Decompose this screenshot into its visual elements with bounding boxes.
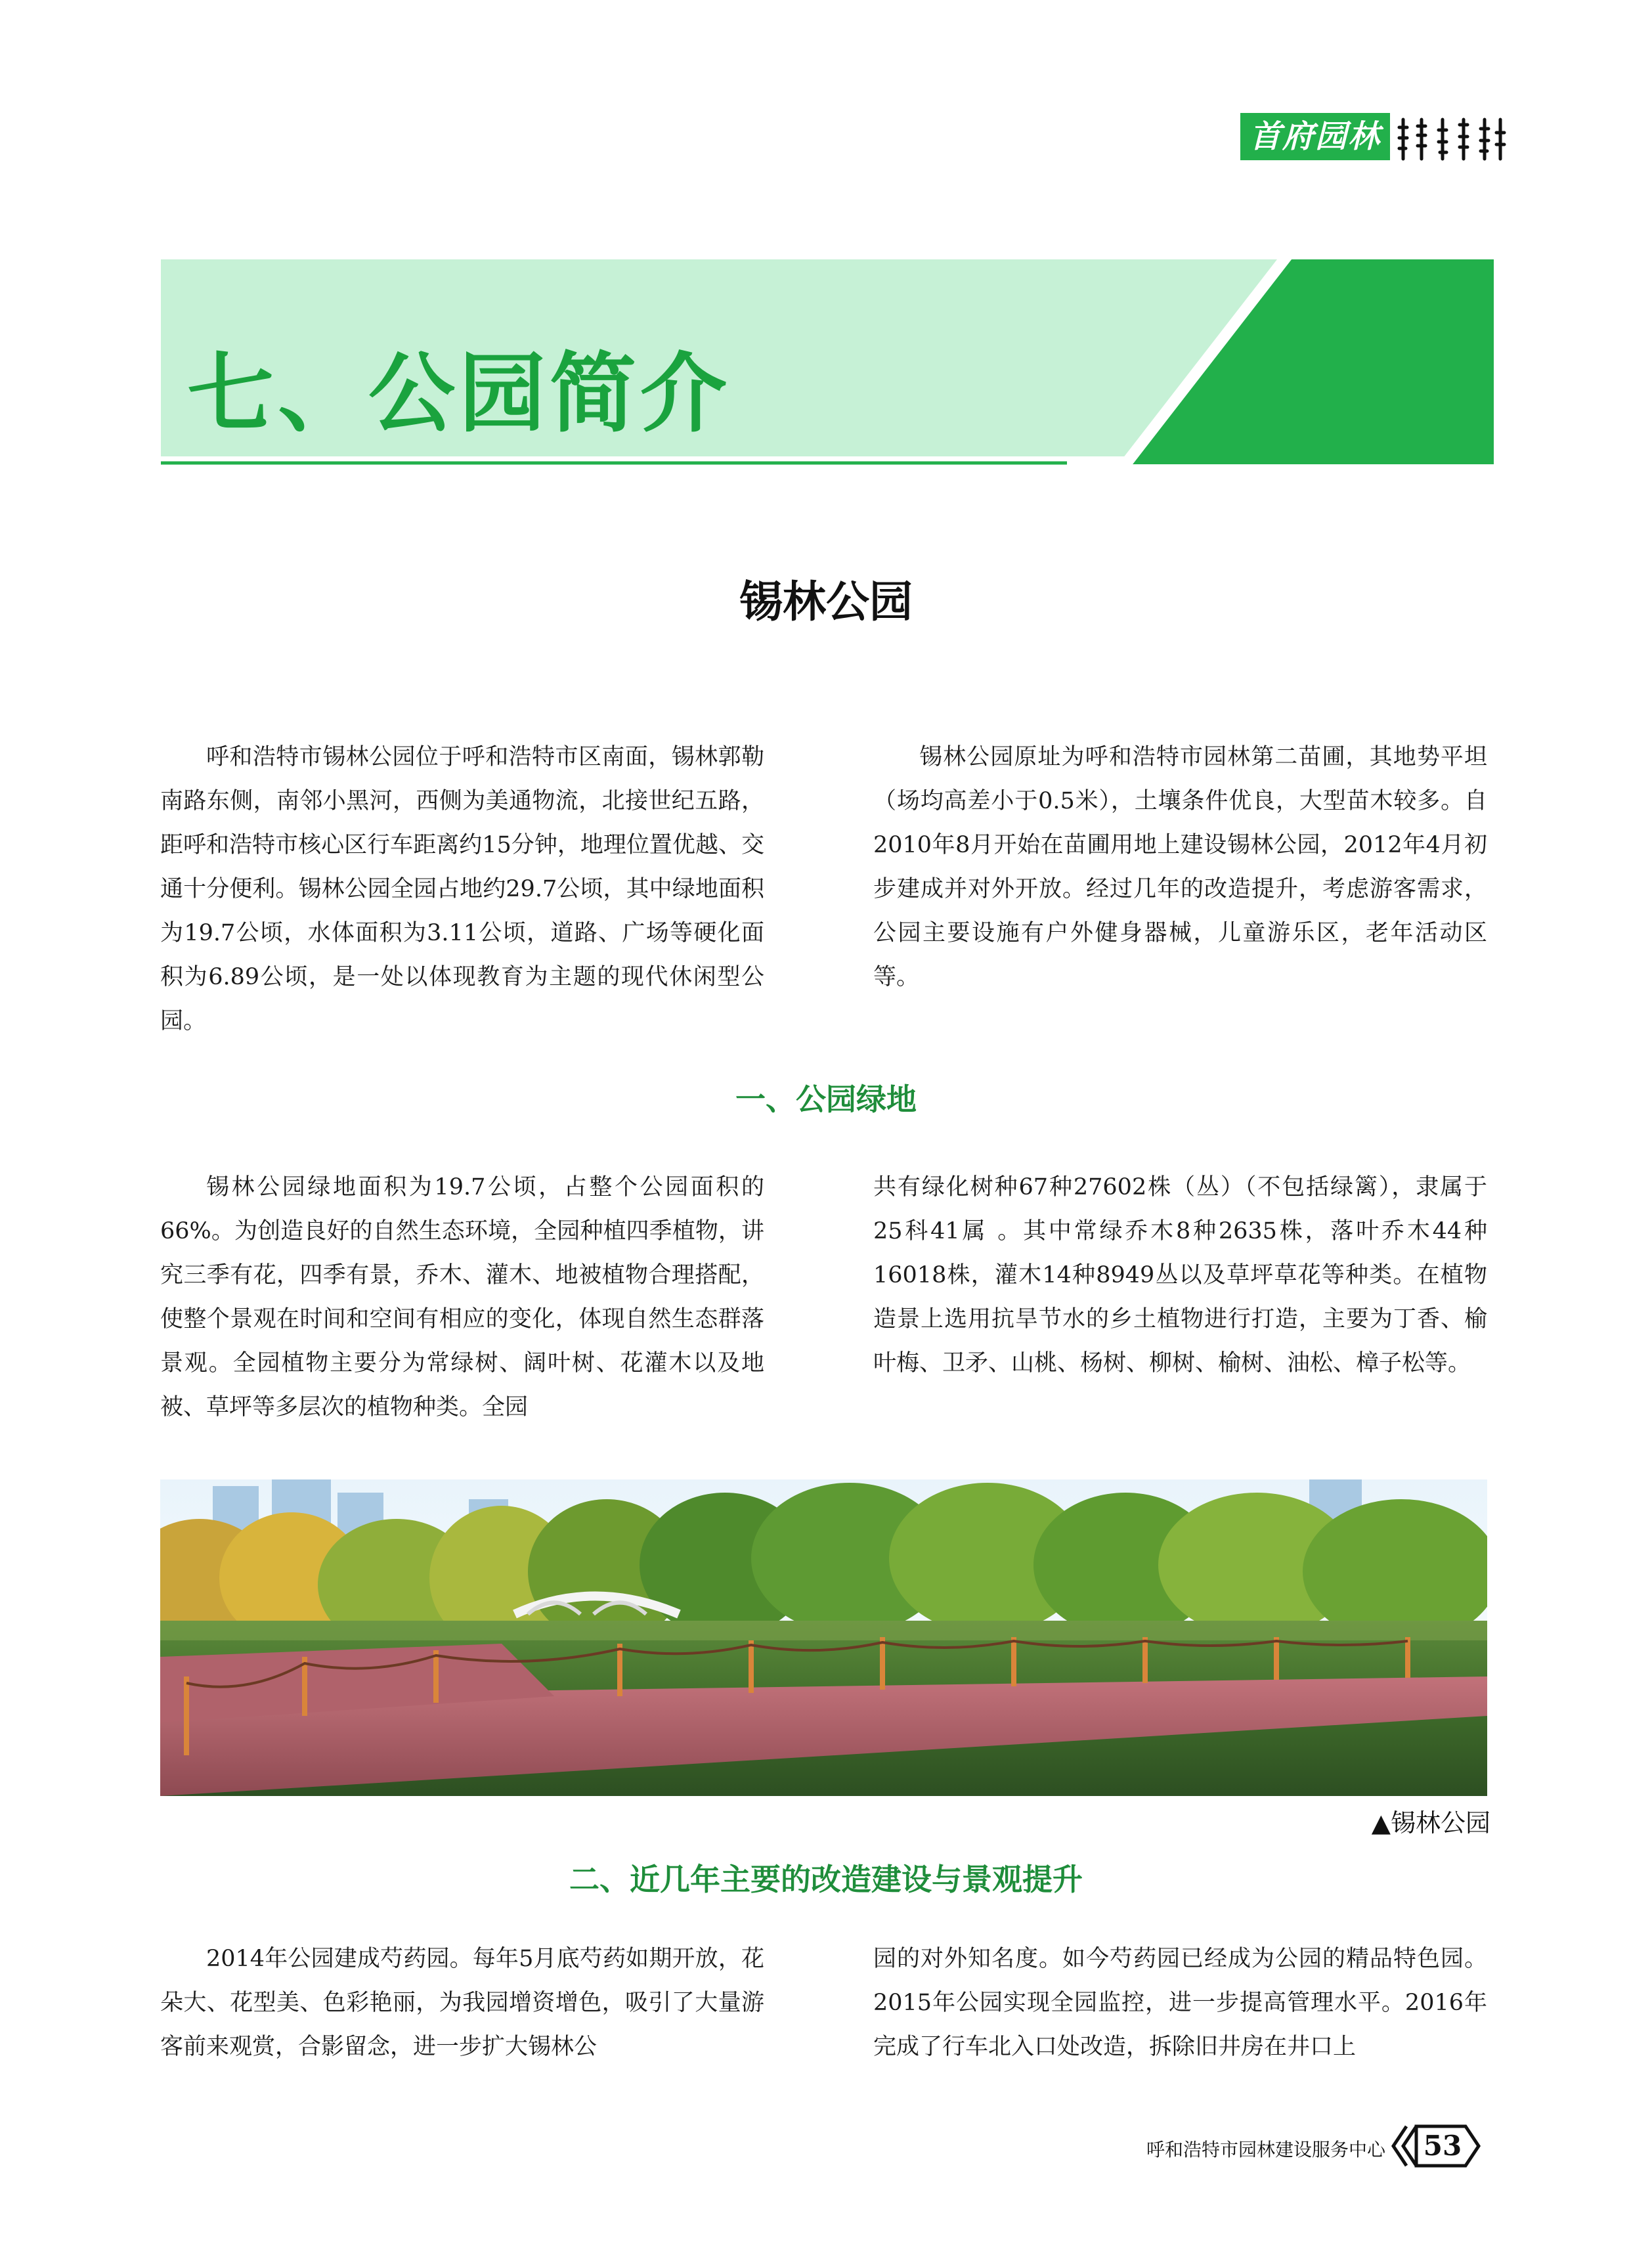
intro-paragraph-left: 呼和浩特市锡林公园位于呼和浩特市区南面，锡林郭勒南路东侧，南邻小黑河，西侧为美通物流，北接世纪五路，距呼和浩特市核心区行车距离约15分钟，地理位置优越、交通十分便利。锡林公园全园占地约29.7公顷，其中绿地面积为19.7公顷，水体面积为3.11公顷，道路、广场等硬化面积为6.89公顷，是一处以体现教育为主题的现代休闲型公园。 [160,744,764,1034]
photo-caption: ▲锡林公园 [1371,1808,1490,1837]
section-heading-renovation: 二、近几年主要的改造建设与景观提升 [569,1862,1083,1897]
chapter-title: 七、公园简介 [187,343,731,445]
park-photo [160,1479,1487,1796]
park-title: 锡林公园 [739,577,913,627]
intro-paragraph-right: 锡林公园原址为呼和浩特市园林第二苗圃，其地势平坦（场均高差小于0.5米），土壤条件优良，大型苗木较多。自2010年8月开始在苗圃用地上建设锡林公园，2012年4月初步建成并对外开放。经过几年的改造提升，考虑游客需求，公园主要设施有户外健身器械，儿童游乐区，老年活动区等。 [873,744,1487,990]
renovation-paragraph-left: 2014年公园建成芍药园。每年5月底芍药如期开放，花朵大、花型美、色彩艳丽，为我园增资增色，吸引了大量游客前来观赏，合影留念，进一步扩大锡林公 [160,1946,764,2060]
brand-badge: 首府园林 [1240,113,1390,160]
mongolian-script-logo [1395,113,1507,165]
footer-organization: 呼和浩特市园林建设服务中心 [1146,2139,1385,2160]
green-space-paragraph-right: 共有绿化树种67种27602株（丛）（不包括绿篱），隶属于25科41属 。其中常绿乔木8种2635株，落叶乔木44种16018株，灌木14种8949丛以及草坪草花等种类。在植物造景上选用抗旱节水的乡土植物进行打造，主要为丁香、榆叶梅、卫矛、山桃、杨树、柳树、榆树、油松、樟子松等。 [873,1174,1487,1376]
section-heading-green-space: 一、公园绿地 [735,1082,917,1117]
renovation-paragraph-right: 园的对外知名度。如今芍药园已经成为公园的精品特色园。2015年公园实现全园监控，进一步提高管理水平。2016年完成了行车北入口处改造，拆除旧井房在井口上 [873,1946,1487,2060]
page-number: 53 [1423,2130,1462,2162]
green-space-paragraph-left: 锡林公园绿地面积为19.7公顷，占整个公园面积的66%。为创造良好的自然生态环境，全园种植四季植物，讲究三季有花，四季有景，乔木、灌木、地被植物合理搭配，使整个景观在时间和空间有相应的变化，体现自然生态群落景观。全园植物主要分为常绿树、阔叶树、花灌木以及地被、草坪等多层次的植物种类。全园 [160,1174,764,1420]
